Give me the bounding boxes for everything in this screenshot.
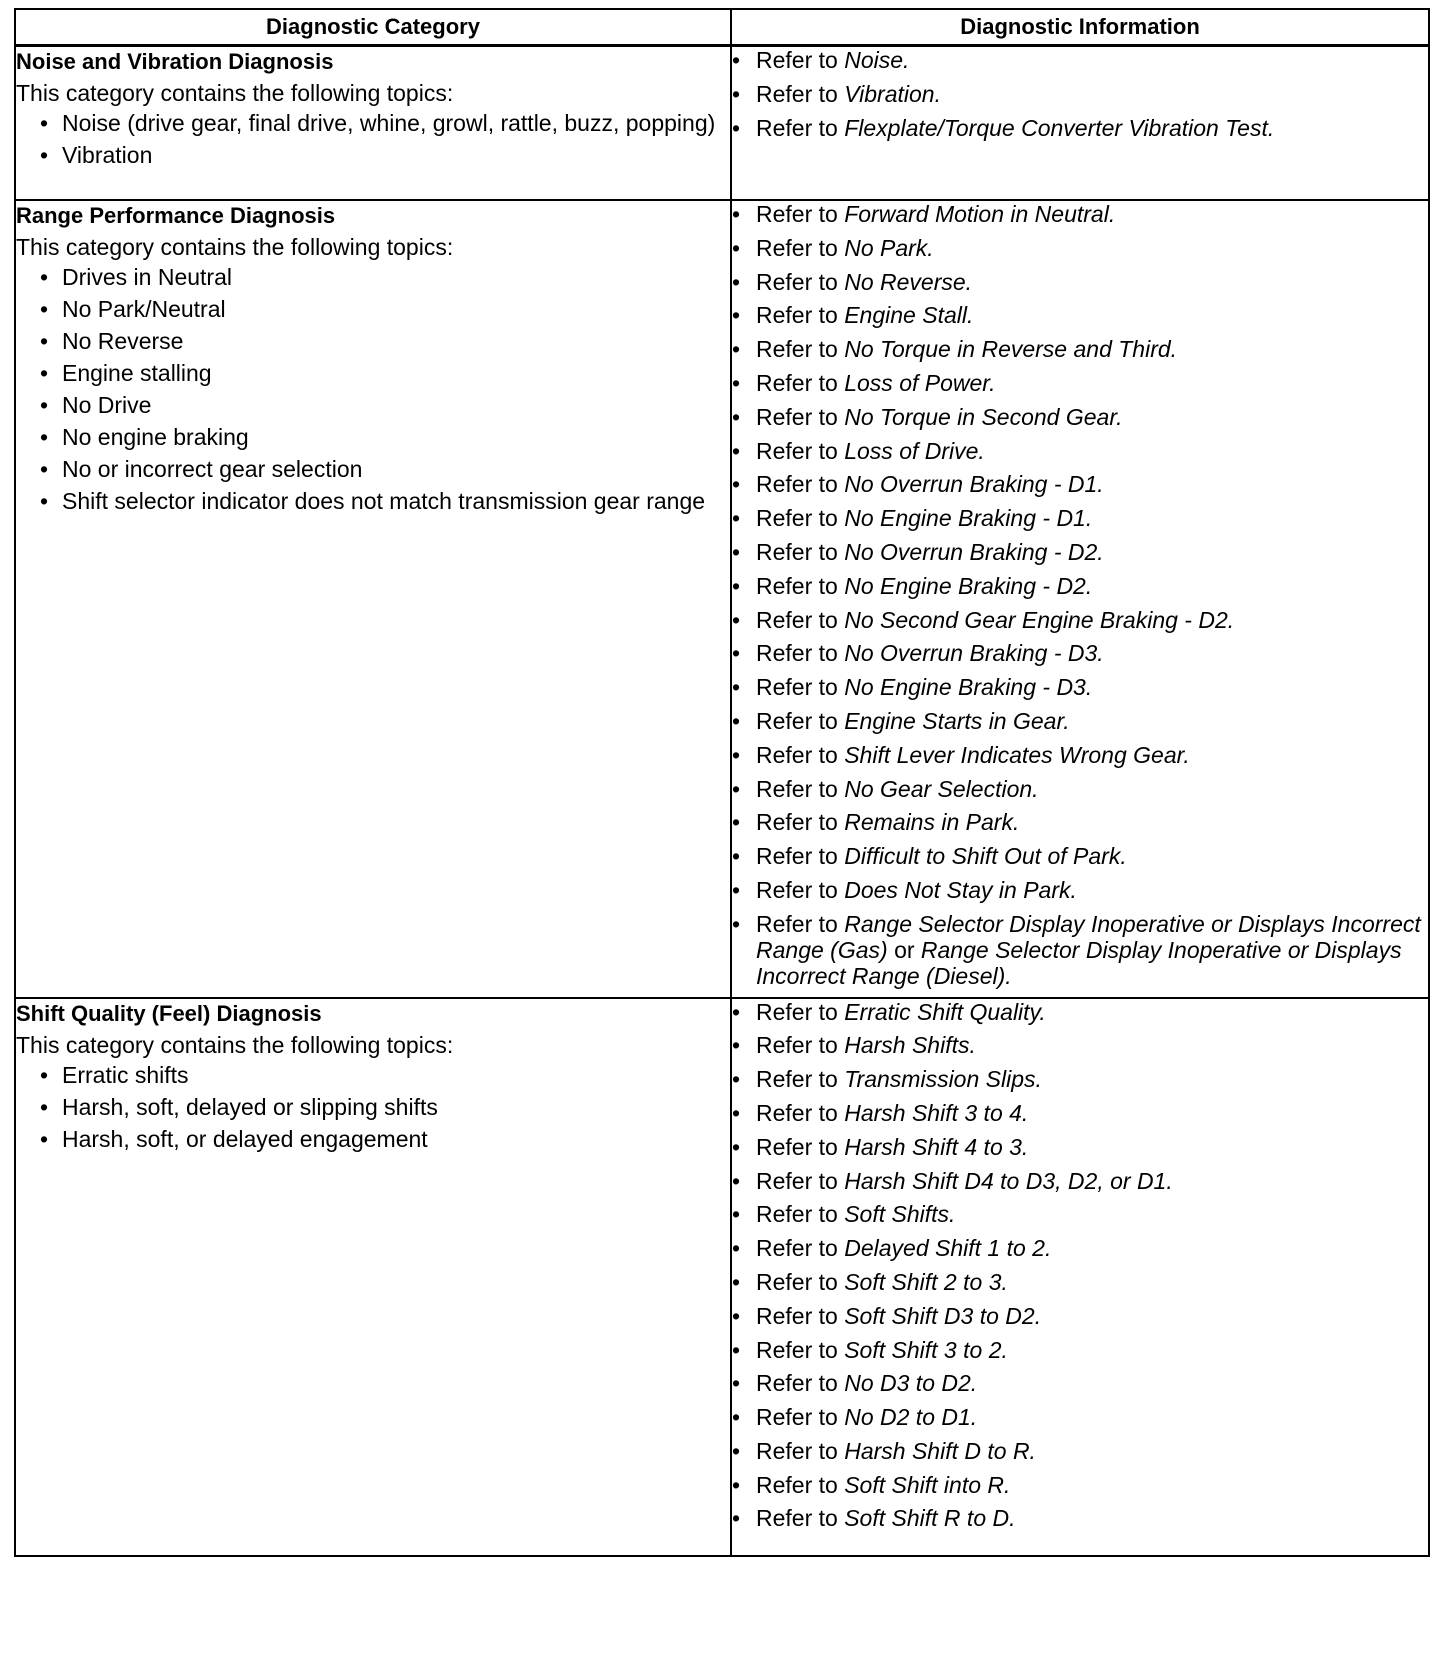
reference-prefix: Refer to xyxy=(756,1201,838,1228)
reference-prefix: Refer to xyxy=(756,437,838,464)
reference-prefix: Refer to xyxy=(756,674,838,701)
category-intro: This category contains the following topics: xyxy=(16,1031,454,1058)
reference-prefix: Refer to xyxy=(756,80,838,107)
reference-link[interactable]: No Overrun Braking - D3. xyxy=(844,640,1104,667)
reference-item xyxy=(732,1100,1428,1126)
reference-item xyxy=(732,370,1428,396)
reference-item xyxy=(732,404,1428,430)
reference-link[interactable]: Harsh Shift 4 to 3. xyxy=(844,1133,1029,1160)
reference-prefix: Refer to xyxy=(756,1099,838,1126)
reference-link[interactable]: Shift Lever Indicates Wrong Gear. xyxy=(844,741,1190,768)
reference-link[interactable]: Range Selector Display Inoperative or Displays Incorrect Range (Diesel). xyxy=(756,936,1402,989)
topic-list xyxy=(16,1063,730,1151)
reference-prefix: Refer to xyxy=(756,471,838,498)
category-cell xyxy=(15,998,731,1556)
reference-item xyxy=(732,505,1428,531)
reference-item xyxy=(732,1404,1428,1430)
header-diagnostic-category: Diagnostic Category xyxy=(15,9,731,46)
reference-prefix: Refer to xyxy=(756,114,838,141)
reference-link[interactable]: Soft Shifts. xyxy=(844,1201,956,1228)
reference-item xyxy=(732,911,1428,989)
reference-link[interactable]: No Torque in Second Gear. xyxy=(844,403,1123,430)
reference-item xyxy=(732,47,1428,73)
reference-item xyxy=(732,1134,1428,1160)
reference-prefix: Refer to xyxy=(756,201,838,227)
topic-list xyxy=(16,265,730,513)
reference-link[interactable]: Delayed Shift 1 to 2. xyxy=(844,1235,1052,1262)
topic-item: • Drives in Neutral xyxy=(16,265,730,289)
table-row xyxy=(15,46,1429,201)
reference-item xyxy=(732,877,1428,903)
information-cell xyxy=(731,200,1429,998)
reference-link[interactable]: Flexplate/Torque Converter Vibration Test. xyxy=(844,114,1275,141)
reference-prefix: Refer to xyxy=(756,369,838,396)
reference-prefix: Refer to xyxy=(756,640,838,667)
reference-prefix: Refer to xyxy=(756,775,838,802)
reference-link[interactable]: Forward Motion in Neutral. xyxy=(844,201,1116,227)
reference-item xyxy=(732,471,1428,497)
reference-prefix: Refer to xyxy=(756,843,838,870)
category-cell xyxy=(15,46,731,201)
reference-item xyxy=(732,640,1428,666)
reference-link[interactable]: Engine Starts in Gear. xyxy=(844,707,1070,734)
reference-item xyxy=(732,999,1428,1025)
category-intro: This category contains the following topics: xyxy=(16,80,454,106)
reference-list-final xyxy=(732,911,1428,989)
reference-item xyxy=(732,708,1428,734)
reference-item xyxy=(732,1438,1428,1464)
topic-item: • No or incorrect gear selection xyxy=(16,457,730,481)
reference-link[interactable]: Noise. xyxy=(844,47,910,73)
reference-prefix: Refer to xyxy=(756,1437,838,1464)
reference-link[interactable]: No Engine Braking - D2. xyxy=(844,572,1093,599)
category-cell xyxy=(15,200,731,998)
reference-link[interactable]: Vibration. xyxy=(844,80,941,107)
reference-link[interactable]: Harsh Shift D4 to D3, D2, or D1. xyxy=(844,1167,1173,1194)
reference-prefix: Refer to xyxy=(756,403,838,430)
reference-link[interactable]: Harsh Shifts. xyxy=(844,1032,976,1059)
reference-item xyxy=(732,1032,1428,1058)
reference-link[interactable]: Soft Shift 3 to 2. xyxy=(844,1336,1008,1363)
category-title: Noise and Vibration Diagnosis xyxy=(16,49,334,74)
reference-item xyxy=(732,201,1428,227)
reference-link[interactable]: No Torque in Reverse and Third. xyxy=(844,336,1178,363)
reference-connector: or xyxy=(894,936,915,963)
reference-item xyxy=(732,1269,1428,1295)
reference-item xyxy=(732,438,1428,464)
topic-item: • Shift selector indicator does not match transmission gear range xyxy=(16,489,730,513)
reference-link[interactable]: Harsh Shift 3 to 4. xyxy=(844,1099,1029,1126)
reference-link[interactable]: Engine Stall. xyxy=(844,302,974,329)
header-row xyxy=(15,9,1429,46)
reference-prefix: Refer to xyxy=(756,1268,838,1295)
reference-item xyxy=(732,269,1428,295)
header-diagnostic-information: Diagnostic Information xyxy=(731,9,1429,46)
reference-prefix: Refer to xyxy=(756,234,838,261)
reference-item xyxy=(732,1505,1428,1531)
category-title: Range Performance Diagnosis xyxy=(16,203,336,228)
reference-link[interactable]: Harsh Shift D to R. xyxy=(844,1437,1036,1464)
reference-item xyxy=(732,1303,1428,1329)
reference-item xyxy=(732,81,1428,107)
reference-item xyxy=(732,1066,1428,1092)
reference-link[interactable]: Soft Shift 2 to 3. xyxy=(844,1268,1008,1295)
topic-item: • Vibration xyxy=(16,143,730,167)
reference-link[interactable]: No Overrun Braking - D1. xyxy=(844,471,1104,498)
reference-prefix: Refer to xyxy=(756,707,838,734)
reference-item xyxy=(732,674,1428,700)
reference-prefix: Refer to xyxy=(756,268,838,295)
information-cell xyxy=(731,998,1429,1556)
reference-item xyxy=(732,1370,1428,1396)
reference-prefix: Refer to xyxy=(756,302,838,329)
reference-link[interactable]: Soft Shift R to D. xyxy=(844,1505,1016,1532)
topic-item: • Engine stalling xyxy=(16,361,730,385)
reference-prefix: Refer to xyxy=(756,1370,838,1397)
reference-prefix: Refer to xyxy=(756,1336,838,1363)
reference-prefix: Refer to xyxy=(756,1133,838,1160)
reference-item xyxy=(732,1168,1428,1194)
reference-prefix: Refer to xyxy=(756,1235,838,1262)
reference-item xyxy=(732,539,1428,565)
reference-link[interactable]: Erratic Shift Quality. xyxy=(844,998,1046,1025)
reference-item xyxy=(732,1337,1428,1363)
reference-link[interactable]: No Park. xyxy=(844,234,934,261)
reference-link[interactable]: No Gear Selection. xyxy=(844,775,1039,802)
reference-item xyxy=(732,235,1428,261)
topic-list xyxy=(16,111,730,167)
reference-item xyxy=(732,776,1428,802)
reference-prefix: Refer to xyxy=(756,998,838,1025)
reference-link[interactable]: No Engine Braking - D1. xyxy=(844,505,1093,532)
reference-link[interactable]: No Overrun Braking - D2. xyxy=(844,538,1104,565)
reference-prefix: Refer to xyxy=(756,572,838,599)
reference-prefix: Refer to xyxy=(756,1404,838,1431)
reference-list xyxy=(732,201,1428,903)
reference-link[interactable]: No Engine Braking - D3. xyxy=(844,674,1093,701)
reference-prefix: Refer to xyxy=(756,336,838,363)
table-row xyxy=(15,200,1429,998)
reference-prefix: Refer to xyxy=(756,1471,838,1498)
reference-item xyxy=(732,1235,1428,1261)
reference-item xyxy=(732,1201,1428,1227)
reference-item xyxy=(732,115,1428,141)
reference-link[interactable]: No D2 to D1. xyxy=(844,1404,978,1431)
reference-link[interactable]: Difficult to Shift Out of Park. xyxy=(844,843,1127,870)
reference-item xyxy=(732,573,1428,599)
diagnostic-table xyxy=(14,8,1430,1557)
reference-link[interactable]: Loss of Power. xyxy=(844,369,996,396)
topic-item: • No Park/Neutral xyxy=(16,297,730,321)
reference-link[interactable]: No Second Gear Engine Braking - D2. xyxy=(844,606,1235,633)
reference-item xyxy=(732,843,1428,869)
reference-prefix: Refer to xyxy=(756,741,838,768)
reference-prefix: Refer to xyxy=(756,1066,838,1093)
reference-link[interactable]: Does Not Stay in Park. xyxy=(844,876,1077,903)
topic-item: • Erratic shifts xyxy=(16,1063,730,1087)
reference-prefix: Refer to xyxy=(756,1032,838,1059)
topic-item: • No Reverse xyxy=(16,329,730,353)
reference-link[interactable]: Transmission Slips. xyxy=(844,1066,1042,1093)
reference-item xyxy=(732,809,1428,835)
reference-prefix: Refer to xyxy=(756,876,838,903)
reference-prefix: Refer to xyxy=(756,47,838,73)
reference-link[interactable]: No D3 to D2. xyxy=(844,1370,978,1397)
reference-prefix: Refer to xyxy=(756,505,838,532)
category-intro: This category contains the following topics: xyxy=(16,234,454,260)
topic-item: • Harsh, soft, delayed or slipping shifts xyxy=(16,1095,730,1119)
reference-item xyxy=(732,1472,1428,1498)
reference-item xyxy=(732,302,1428,328)
reference-item xyxy=(732,742,1428,768)
information-cell xyxy=(731,46,1429,201)
reference-link[interactable]: Loss of Drive. xyxy=(844,437,985,464)
reference-item xyxy=(732,607,1428,633)
reference-link[interactable]: Soft Shift into R. xyxy=(844,1471,1011,1498)
reference-prefix: Refer to xyxy=(756,538,838,565)
reference-prefix: Refer to xyxy=(756,606,838,633)
topic-item: • Harsh, soft, or delayed engagement xyxy=(16,1127,730,1151)
category-title: Shift Quality (Feel) Diagnosis xyxy=(16,1000,322,1026)
reference-link[interactable]: Range Selector Display Inoperative or Displays Incorrect Range (Gas) xyxy=(756,910,1421,963)
reference-prefix: Refer to xyxy=(756,910,838,937)
reference-item xyxy=(732,336,1428,362)
reference-prefix: Refer to xyxy=(756,1167,838,1194)
table-row xyxy=(15,998,1429,1556)
topic-item: • Noise (drive gear, final drive, whine, growl, rattle, buzz, popping) xyxy=(16,111,730,135)
reference-link[interactable]: No Reverse. xyxy=(844,268,973,295)
reference-list xyxy=(732,999,1428,1532)
topic-item: • No engine braking xyxy=(16,425,730,449)
topic-item: • No Drive xyxy=(16,393,730,417)
reference-link[interactable]: Remains in Park. xyxy=(844,809,1020,836)
reference-prefix: Refer to xyxy=(756,1505,838,1532)
reference-prefix: Refer to xyxy=(756,809,838,836)
reference-prefix: Refer to xyxy=(756,1302,838,1329)
reference-link[interactable]: Soft Shift D3 to D2. xyxy=(844,1302,1042,1329)
reference-list xyxy=(732,47,1428,141)
